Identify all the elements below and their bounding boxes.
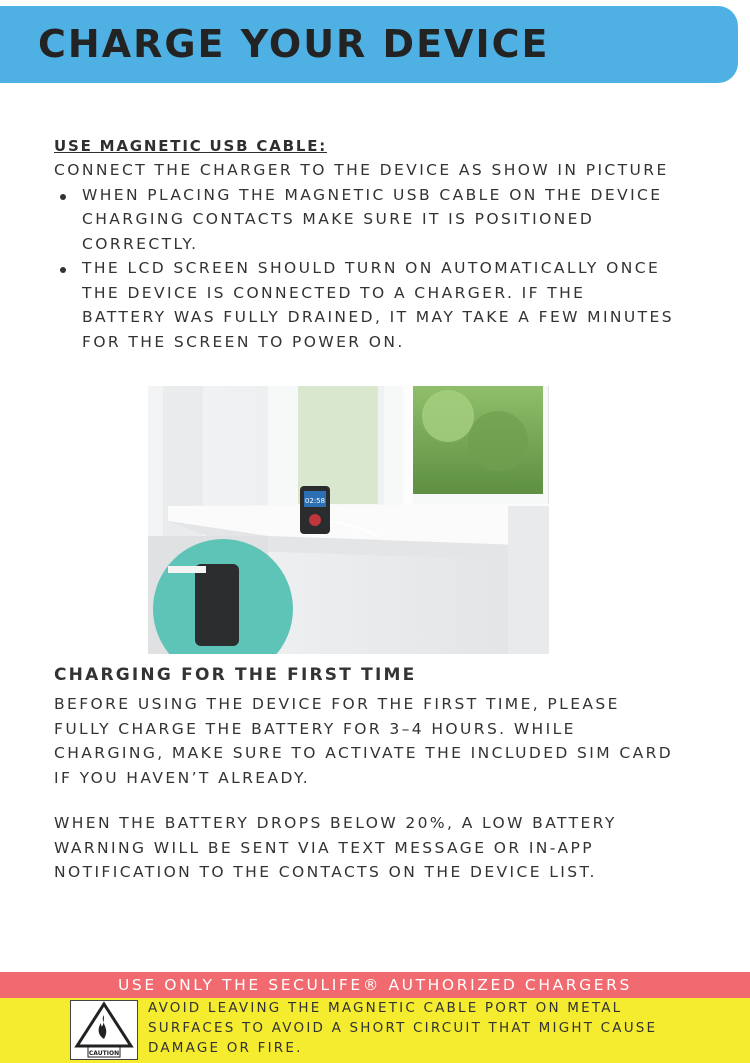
usb-cable-heading: USE MAGNETIC USB CABLE: <box>54 137 328 155</box>
usb-cable-section <box>54 136 674 354</box>
first-time-paragraph: BEFORE USING THE DEVICE FOR THE FIRST TIME, PLEASE FULLY CHARGE THE BATTERY FOR 3–4 HOURS. WHILE CHARGING, MAKE SURE TO ACTIVATE THE INCLUDED SIM CARD IF YOU HAVEN’T ALREADY. <box>54 695 674 787</box>
caution-warning-text: AVOID LEAVING THE MAGNETIC CABLE PORT ON METAL SURFACES TO AVOID A SHORT CIRCUIT THAT MIGHT CAUSE DAMAGE OR FIRE. <box>148 1000 658 1056</box>
list-item-text: THE LCD SCREEN SHOULD TURN ON AUTOMATICALLY ONCE THE DEVICE IS CONNECTED TO A CHARGER. IF THE BATTERY WAS FULLY DRAINED, IT MAY TAKE A FEW MINUTES FOR THE SCREEN TO POWER ON. <box>82 259 674 351</box>
page-header <box>0 6 738 83</box>
device-charging-photo <box>148 386 549 654</box>
usb-cable-bullet-list <box>54 183 674 355</box>
caution-sign <box>70 1000 138 1060</box>
authorized-chargers-banner: USE ONLY THE SECULIFE® AUTHORIZED CHARGERS <box>0 972 750 998</box>
caution-label: CAUTION <box>88 1050 120 1057</box>
device-screen-time: 02:58 <box>304 497 326 505</box>
usb-cable-intro: CONNECT THE CHARGER TO THE DEVICE AS SHOW IN PICTURE <box>54 161 669 179</box>
list-item <box>54 183 674 257</box>
caution-banner <box>0 998 750 1063</box>
list-item-text: WHEN PLACING THE MAGNETIC USB CABLE ON THE DEVICE CHARGING CONTACTS MAKE SURE IT IS POSITIONED CORRECTLY. <box>82 185 663 253</box>
fire-warning-icon <box>71 1001 137 1059</box>
bullet-dot-icon <box>60 267 66 273</box>
window-sill-illustration <box>148 386 549 654</box>
low-battery-paragraph: WHEN THE BATTERY DROPS BELOW 20%, A LOW BATTERY WARNING WILL BE SENT VIA TEXT MESSAGE OR IN-APP NOTIFICATION TO THE CONTACTS ON THE DEVICE LIST. <box>54 814 617 881</box>
page-title: CHARGE YOUR DEVICE <box>38 22 550 66</box>
list-item <box>54 256 674 354</box>
bullet-dot-icon <box>60 194 66 200</box>
first-time-heading: CHARGING FOR THE FIRST TIME <box>54 665 417 685</box>
